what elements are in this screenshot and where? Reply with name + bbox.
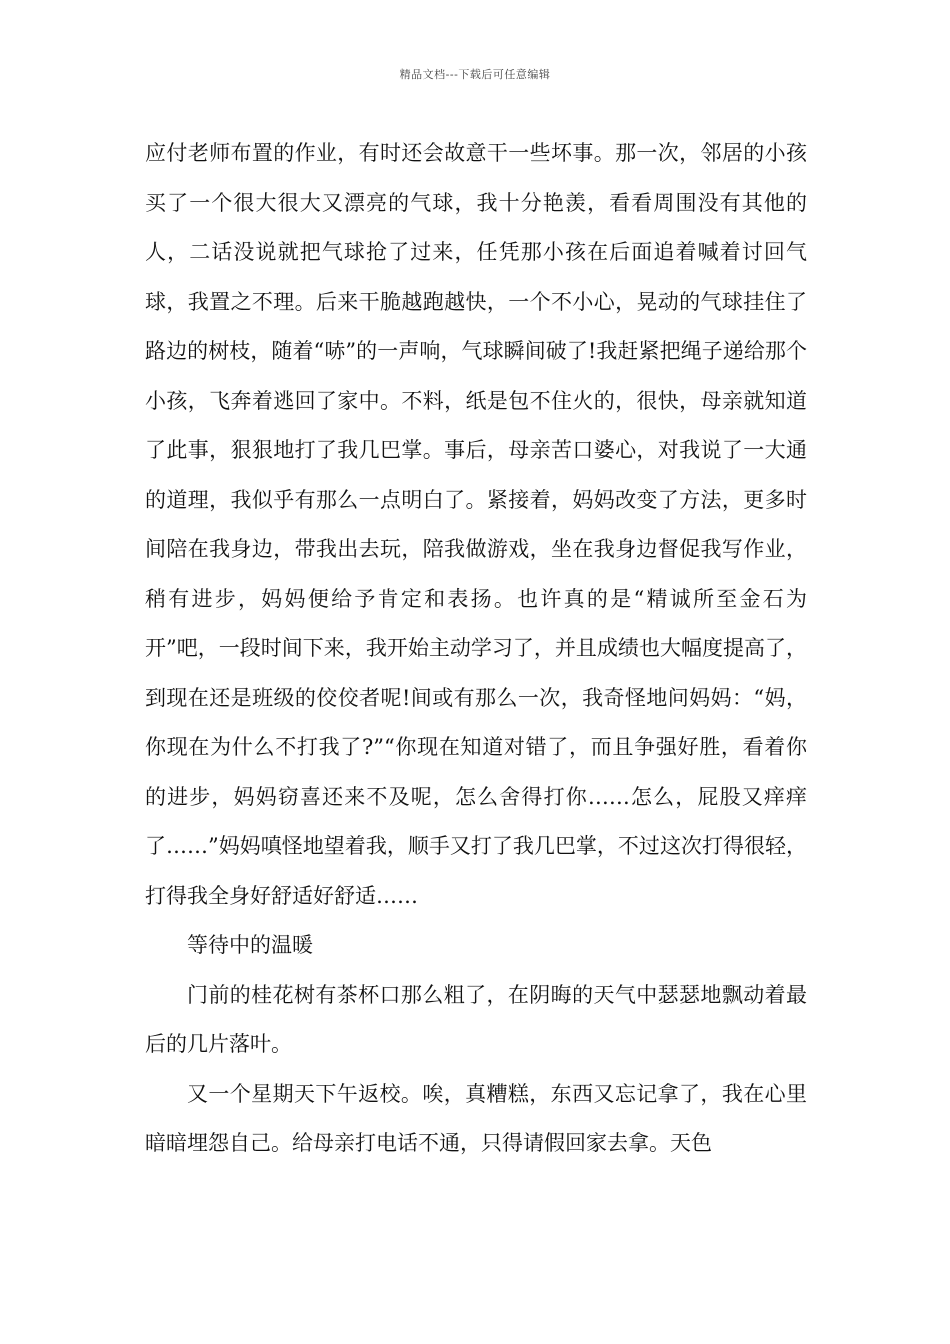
- section-title: 等待中的温暖: [187, 933, 313, 957]
- paragraph: 又一个星期天下午返校。唉，真糟糕，东西又忘记拿了，我在心里暗暗埋怨自己。给母亲打电话不通，只得请假回家去拿。天色: [145, 1081, 807, 1155]
- document-body: [145, 129, 807, 1169]
- paragraph-continued: 应付老师布置的作业，有时还会故意干一些坏事。那一次，邻居的小孩买了一个很大很大又漂亮的气球，我十分艳羡，看看周围没有其他的人，二话没说就把气球抢了过来，任凭那小孩在后面追着喊着讨回气球，我置之不理。后来干脆越跑越快，一个不小心，晃动的气球挂住了路边的树枝，随着“哧”的一声响，气球瞬间破了!我赶紧把绳子递给那个小孩，飞奔着逃回了家中。不料，纸是包不住火的，很快，母亲就知道了此事，狠狠地打了我几巴掌。事后，母亲苦口婆心，对我说了一大通的道理，我似乎有那么一点明白了。紧接着，妈妈改变了方法，更多时间陪在我身边，带我出去玩，陪我做游戏，坐在我身边督促我写作业，稍有进步，妈妈便给予肯定和表扬。也许真的是“精诚所至金石为开”吧，一段时间下来，我开始主动学习了，并且成绩也大幅度提高了，到现在还是班级的佼佼者呢!间或有那么一次，我奇怪地问妈妈：“妈，你现在为什么不打我了?”“你现在知道对错了，而且争强好胜，看着你的进步，妈妈窃喜还来不及呢，怎么舍得打你……怎么，屁股又痒痒了……”妈妈嗔怪地望着我，顺手又打了我几巴掌，不过这次打得很轻，打得我全身好舒适好舒适……: [145, 141, 807, 908]
- page-header: 精品文档---下载后可任意编辑: [399, 68, 551, 81]
- paragraph: 门前的桂花树有茶杯口那么粗了，在阴晦的天气中瑟瑟地飘动着最后的几片落叶。: [145, 982, 807, 1056]
